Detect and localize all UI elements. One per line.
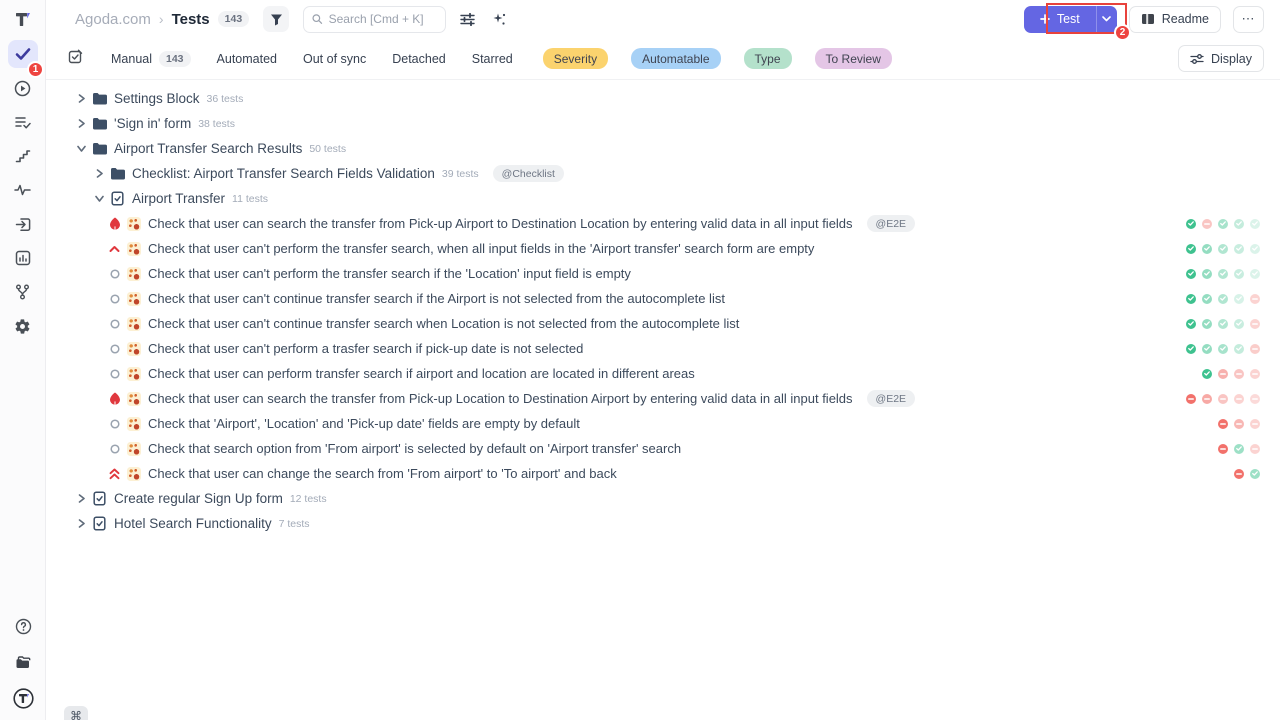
test-title: Check that user can't perform the transfer search, when all input fields in the 'Airport transfer' search form are empty	[148, 241, 815, 256]
tree-node-label: Create regular Sign Up form	[114, 491, 283, 506]
expand-toggle[interactable]	[75, 493, 87, 505]
run-status-dot[interactable]	[1218, 444, 1228, 454]
filter-tabs	[111, 51, 513, 67]
filter-tab-label: Starred	[471, 51, 513, 66]
severity-icon	[108, 292, 121, 305]
sparkler-emoji-icon	[127, 317, 141, 331]
filter-tab-label: Detached	[392, 51, 446, 66]
filter-tab-label: Manual	[111, 51, 152, 66]
run-status-dot[interactable]	[1202, 344, 1212, 354]
run-history	[1186, 469, 1260, 479]
annotation-badge-1: 1	[27, 61, 44, 78]
sparkler-emoji-icon	[127, 292, 141, 306]
run-history	[1186, 369, 1260, 379]
run-status-dot[interactable]	[1234, 369, 1244, 379]
run-history	[1186, 319, 1260, 329]
severity-blocker-icon	[109, 217, 121, 230]
test-title: Check that user can't perform the transfer search if the 'Location' input field is empty	[148, 266, 631, 281]
severity-critical-icon	[109, 245, 120, 253]
run-status-dot[interactable]	[1202, 319, 1212, 329]
sidebar-item-plans[interactable]	[8, 108, 38, 136]
test-row[interactable]	[46, 311, 1280, 336]
readme-label: Readme	[1161, 12, 1209, 26]
tree-node-label: Airport Transfer	[132, 191, 226, 206]
collapse-toggle[interactable]	[93, 193, 105, 205]
folder-icon	[92, 116, 107, 131]
severity-icon	[108, 392, 121, 405]
severity-icon	[108, 217, 121, 230]
tree-node-count: 50 tests	[309, 142, 347, 155]
node-tag-badge: @Checklist	[493, 165, 564, 182]
filter-bar	[46, 38, 1280, 80]
test-title: Check that user can't continue transfer search when Location is not selected from the autocomplete list	[148, 316, 740, 331]
readme-button[interactable]	[1129, 6, 1221, 33]
run-status-dot[interactable]	[1202, 269, 1212, 279]
projects-folder-icon[interactable]	[8, 648, 38, 676]
folder-icon	[110, 166, 125, 181]
ai-sparkles-icon[interactable]	[486, 6, 512, 32]
brand-logo-bottom-icon[interactable]	[8, 684, 38, 712]
sparkler-emoji-icon	[127, 242, 141, 256]
run-history	[1186, 244, 1260, 254]
filter-funnel-button[interactable]	[263, 6, 289, 32]
chevron-down-icon	[1102, 16, 1111, 22]
tree-row[interactable]	[46, 111, 1280, 136]
tree-node-count: 36 tests	[206, 92, 244, 105]
run-status-dot[interactable]	[1234, 419, 1244, 429]
severity-icon	[108, 267, 121, 280]
new-test-split-button	[1024, 6, 1117, 33]
sparkler-emoji-icon	[127, 442, 141, 456]
bulk-edit-icon[interactable]	[68, 49, 83, 69]
severity-icon	[108, 367, 121, 380]
tree-row[interactable]	[46, 486, 1280, 511]
document-icon	[92, 516, 107, 531]
run-history	[1186, 294, 1260, 304]
expand-toggle[interactable]	[93, 168, 105, 180]
tag-pill-severity[interactable]: Severity	[543, 48, 608, 69]
display-button[interactable]	[1178, 45, 1264, 72]
page-title: Tests	[171, 10, 210, 28]
test-title: Check that user can search the transfer from Pick-up Location to Destination Airport by entering valid data in all input fields	[148, 391, 853, 406]
run-status-dot[interactable]	[1234, 469, 1244, 479]
test-row[interactable]	[46, 461, 1280, 486]
sparkler-emoji-icon	[127, 267, 141, 281]
chevron-down-icon	[95, 194, 104, 203]
folder-icon	[92, 91, 107, 106]
run-status-dot[interactable]	[1218, 419, 1228, 429]
run-status-dot[interactable]	[1250, 444, 1260, 454]
test-title: Check that search option from 'From airport' is selected by default on 'Airport transfer' search	[148, 441, 682, 456]
document-icon	[93, 516, 106, 531]
new-test-label: Test	[1056, 12, 1080, 26]
filter-tab-automated[interactable]	[217, 52, 277, 66]
test-row[interactable]	[46, 286, 1280, 311]
tree-row[interactable]	[46, 511, 1280, 536]
run-status-dot[interactable]	[1218, 394, 1228, 404]
sidebar-item-branch[interactable]	[8, 278, 38, 306]
test-title: Check that user can search the transfer from Pick-up Airport to Destination Location by entering valid data in all input fields	[148, 216, 853, 231]
test-tag-badge: @E2E	[867, 215, 916, 232]
filter-tab-manual[interactable]	[111, 51, 191, 67]
chevron-right-icon	[77, 519, 86, 528]
search-box[interactable]	[303, 6, 446, 33]
folder-icon	[92, 141, 107, 156]
run-status-dot[interactable]	[1250, 419, 1260, 429]
run-history	[1186, 219, 1260, 229]
run-status-dot[interactable]	[1186, 294, 1196, 304]
run-status-dot[interactable]	[1234, 244, 1244, 254]
run-status-dot[interactable]	[1250, 294, 1260, 304]
test-title: Check that user can't perform a trasfer search if pick-up date is not selected	[148, 341, 584, 356]
tree-node-count: 38 tests	[198, 117, 235, 130]
test-tree	[46, 86, 1280, 720]
expand-toggle[interactable]	[75, 93, 87, 105]
run-status-dot[interactable]	[1218, 319, 1228, 329]
run-status-dot[interactable]	[1250, 244, 1260, 254]
run-history	[1186, 269, 1260, 279]
tree-row[interactable]	[46, 86, 1280, 111]
chevron-right-icon	[77, 119, 86, 128]
folder-icon	[92, 117, 107, 130]
filter-tab-detached[interactable]	[392, 52, 446, 66]
sidebar-item-reports[interactable]	[8, 244, 38, 272]
folder-icon	[110, 167, 125, 180]
chevron-down-icon	[77, 144, 86, 153]
filter-tab-starred[interactable]	[472, 52, 513, 66]
header-actions	[1024, 6, 1264, 33]
breadcrumb	[75, 11, 249, 28]
run-status-dot[interactable]	[1202, 394, 1212, 404]
sparkler-emoji-icon	[127, 467, 141, 481]
search-input[interactable]	[329, 12, 438, 26]
run-status-dot[interactable]	[1218, 369, 1228, 379]
run-status-dot[interactable]	[1234, 394, 1244, 404]
test-tag-badge: @E2E	[867, 390, 916, 407]
run-history	[1186, 419, 1260, 429]
severity-normal-icon	[110, 269, 120, 279]
test-title: Check that user can change the search from 'From airport' to 'To airport' and back	[148, 466, 617, 481]
annotation-badge-2: 2	[1114, 24, 1131, 41]
severity-icon	[108, 442, 121, 455]
left-sidebar	[0, 0, 46, 720]
sparkler-emoji-icon	[127, 217, 141, 231]
tag-pill-automatable[interactable]: Automatable	[631, 48, 720, 69]
run-history	[1186, 444, 1260, 454]
readme-icon	[1141, 13, 1155, 25]
run-status-dot[interactable]	[1250, 344, 1260, 354]
run-status-dot[interactable]	[1218, 344, 1228, 354]
test-row[interactable]	[46, 261, 1280, 286]
breadcrumb-project[interactable]: Agoda.com	[75, 10, 151, 28]
search-icon	[312, 13, 322, 25]
tree-node-count: 11 tests	[232, 192, 269, 205]
folder-icon	[92, 92, 107, 105]
tree-row[interactable]	[46, 136, 1280, 161]
tag-pills	[543, 48, 892, 69]
severity-icon	[108, 317, 121, 330]
command-key-button[interactable]: ⌘	[64, 706, 88, 720]
tag-pill-to-review[interactable]: To Review	[815, 48, 892, 69]
test-row[interactable]	[46, 411, 1280, 436]
test-row[interactable]	[46, 361, 1280, 386]
document-icon	[93, 491, 106, 506]
severity-normal-icon	[110, 419, 120, 429]
document-icon	[111, 191, 124, 206]
sparkler-emoji-icon	[127, 342, 141, 356]
tree-node-label: 'Sign in' form	[114, 116, 192, 131]
tree-node-label: Checklist: Airport Transfer Search Fields Validation	[132, 166, 435, 181]
run-status-dot[interactable]	[1186, 319, 1196, 329]
new-test-button[interactable]	[1024, 6, 1096, 33]
filter-tab-label: Out of sync	[303, 51, 367, 66]
tree-node-label: Hotel Search Functionality	[114, 516, 272, 531]
expand-toggle[interactable]	[75, 518, 87, 530]
severity-icon	[108, 342, 121, 355]
run-status-dot[interactable]	[1234, 319, 1244, 329]
severity-normal-icon	[110, 369, 120, 379]
severity-normal-icon	[110, 344, 120, 354]
display-sliders-icon	[1190, 53, 1204, 65]
filter-count-badge: 143	[159, 51, 191, 67]
tree-node-count: 7 tests	[278, 517, 310, 530]
filter-tab-label: Automated	[216, 51, 277, 66]
collapse-toggle[interactable]	[75, 143, 87, 155]
run-status-dot[interactable]	[1250, 369, 1260, 379]
sparkler-emoji-icon	[127, 367, 141, 381]
run-status-dot[interactable]	[1234, 294, 1244, 304]
filter-tab-out-of-sync[interactable]	[303, 52, 366, 66]
run-status-dot[interactable]	[1186, 269, 1196, 279]
run-status-dot[interactable]	[1234, 219, 1244, 229]
document-icon	[110, 191, 125, 206]
run-status-dot[interactable]	[1250, 269, 1260, 279]
run-status-dot[interactable]	[1218, 294, 1228, 304]
plus-icon	[1040, 14, 1050, 24]
run-status-dot[interactable]	[1186, 219, 1196, 229]
help-icon[interactable]	[8, 612, 38, 640]
tree-node-count: 12 tests	[289, 492, 327, 505]
sidebar-item-import[interactable]	[8, 210, 38, 238]
run-history	[1186, 344, 1260, 354]
test-title: Check that 'Airport', 'Location' and 'Pick-up date' fields are empty by default	[148, 416, 580, 431]
display-label: Display	[1211, 51, 1252, 66]
expand-toggle[interactable]	[75, 118, 87, 130]
run-status-dot[interactable]	[1202, 244, 1212, 254]
severity-normal-icon	[110, 444, 120, 454]
run-status-dot[interactable]	[1234, 344, 1244, 354]
sidebar-bottom	[0, 612, 46, 712]
sidebar-nav	[0, 40, 45, 340]
severity-icon	[108, 417, 121, 430]
severity-blocker-icon	[109, 392, 121, 405]
chevron-right-icon	[95, 169, 104, 178]
run-status-dot[interactable]	[1250, 469, 1260, 479]
more-options-button[interactable]: ⋯	[1233, 6, 1264, 33]
sparkler-emoji-icon	[127, 417, 141, 431]
sparkler-emoji-icon	[127, 392, 141, 406]
test-row[interactable]	[46, 436, 1280, 461]
sidebar-item-steps[interactable]	[8, 142, 38, 170]
sidebar-item-runs[interactable]	[8, 74, 38, 102]
run-status-dot[interactable]	[1250, 219, 1260, 229]
test-title: Check that user can't continue transfer search if the Airport is not selected from the autocomplete list	[148, 291, 725, 306]
run-status-dot[interactable]	[1202, 294, 1212, 304]
test-title: Check that user can perform transfer search if airport and location are located in different areas	[148, 366, 695, 381]
severity-icon	[108, 242, 121, 255]
tree-node-label: Airport Transfer Search Results	[114, 141, 303, 156]
run-status-dot[interactable]	[1218, 219, 1228, 229]
top-header	[46, 0, 1280, 38]
run-status-dot[interactable]	[1250, 394, 1260, 404]
run-status-dot[interactable]	[1218, 269, 1228, 279]
document-icon	[92, 491, 107, 506]
test-row[interactable]	[46, 336, 1280, 361]
tag-pill-type[interactable]: Type	[744, 48, 792, 69]
test-row[interactable]	[46, 236, 1280, 261]
tests-count-badge: 143	[218, 11, 250, 27]
tree-node-count: 39 tests	[441, 167, 479, 180]
run-status-dot[interactable]	[1202, 369, 1212, 379]
tree-row[interactable]	[46, 186, 1280, 211]
run-status-dot[interactable]	[1186, 394, 1196, 404]
test-row[interactable]	[46, 386, 1280, 411]
breadcrumb-separator: ›	[158, 11, 164, 27]
severity-normal-icon	[110, 294, 120, 304]
chevron-right-icon	[77, 94, 86, 103]
tree-row[interactable]	[46, 161, 1280, 186]
tree-node-label: Settings Block	[114, 91, 200, 106]
sidebar-item-pulse[interactable]	[8, 176, 38, 204]
run-status-dot[interactable]	[1250, 319, 1260, 329]
run-status-dot[interactable]	[1234, 444, 1244, 454]
severity-normal-icon	[110, 319, 120, 329]
run-status-dot[interactable]	[1186, 344, 1196, 354]
run-status-dot[interactable]	[1218, 244, 1228, 254]
test-row[interactable]	[46, 211, 1280, 236]
run-history	[1186, 394, 1260, 404]
chevron-right-icon	[77, 494, 86, 503]
adjustments-icon[interactable]	[454, 6, 480, 32]
sidebar-item-settings[interactable]	[8, 312, 38, 340]
folder-icon	[92, 142, 107, 155]
severity-icon	[108, 467, 121, 480]
severity-major-icon	[109, 468, 120, 480]
run-status-dot[interactable]	[1202, 219, 1212, 229]
run-status-dot[interactable]	[1234, 269, 1244, 279]
brand-logo-icon[interactable]	[0, 0, 46, 40]
run-status-dot[interactable]	[1186, 244, 1196, 254]
